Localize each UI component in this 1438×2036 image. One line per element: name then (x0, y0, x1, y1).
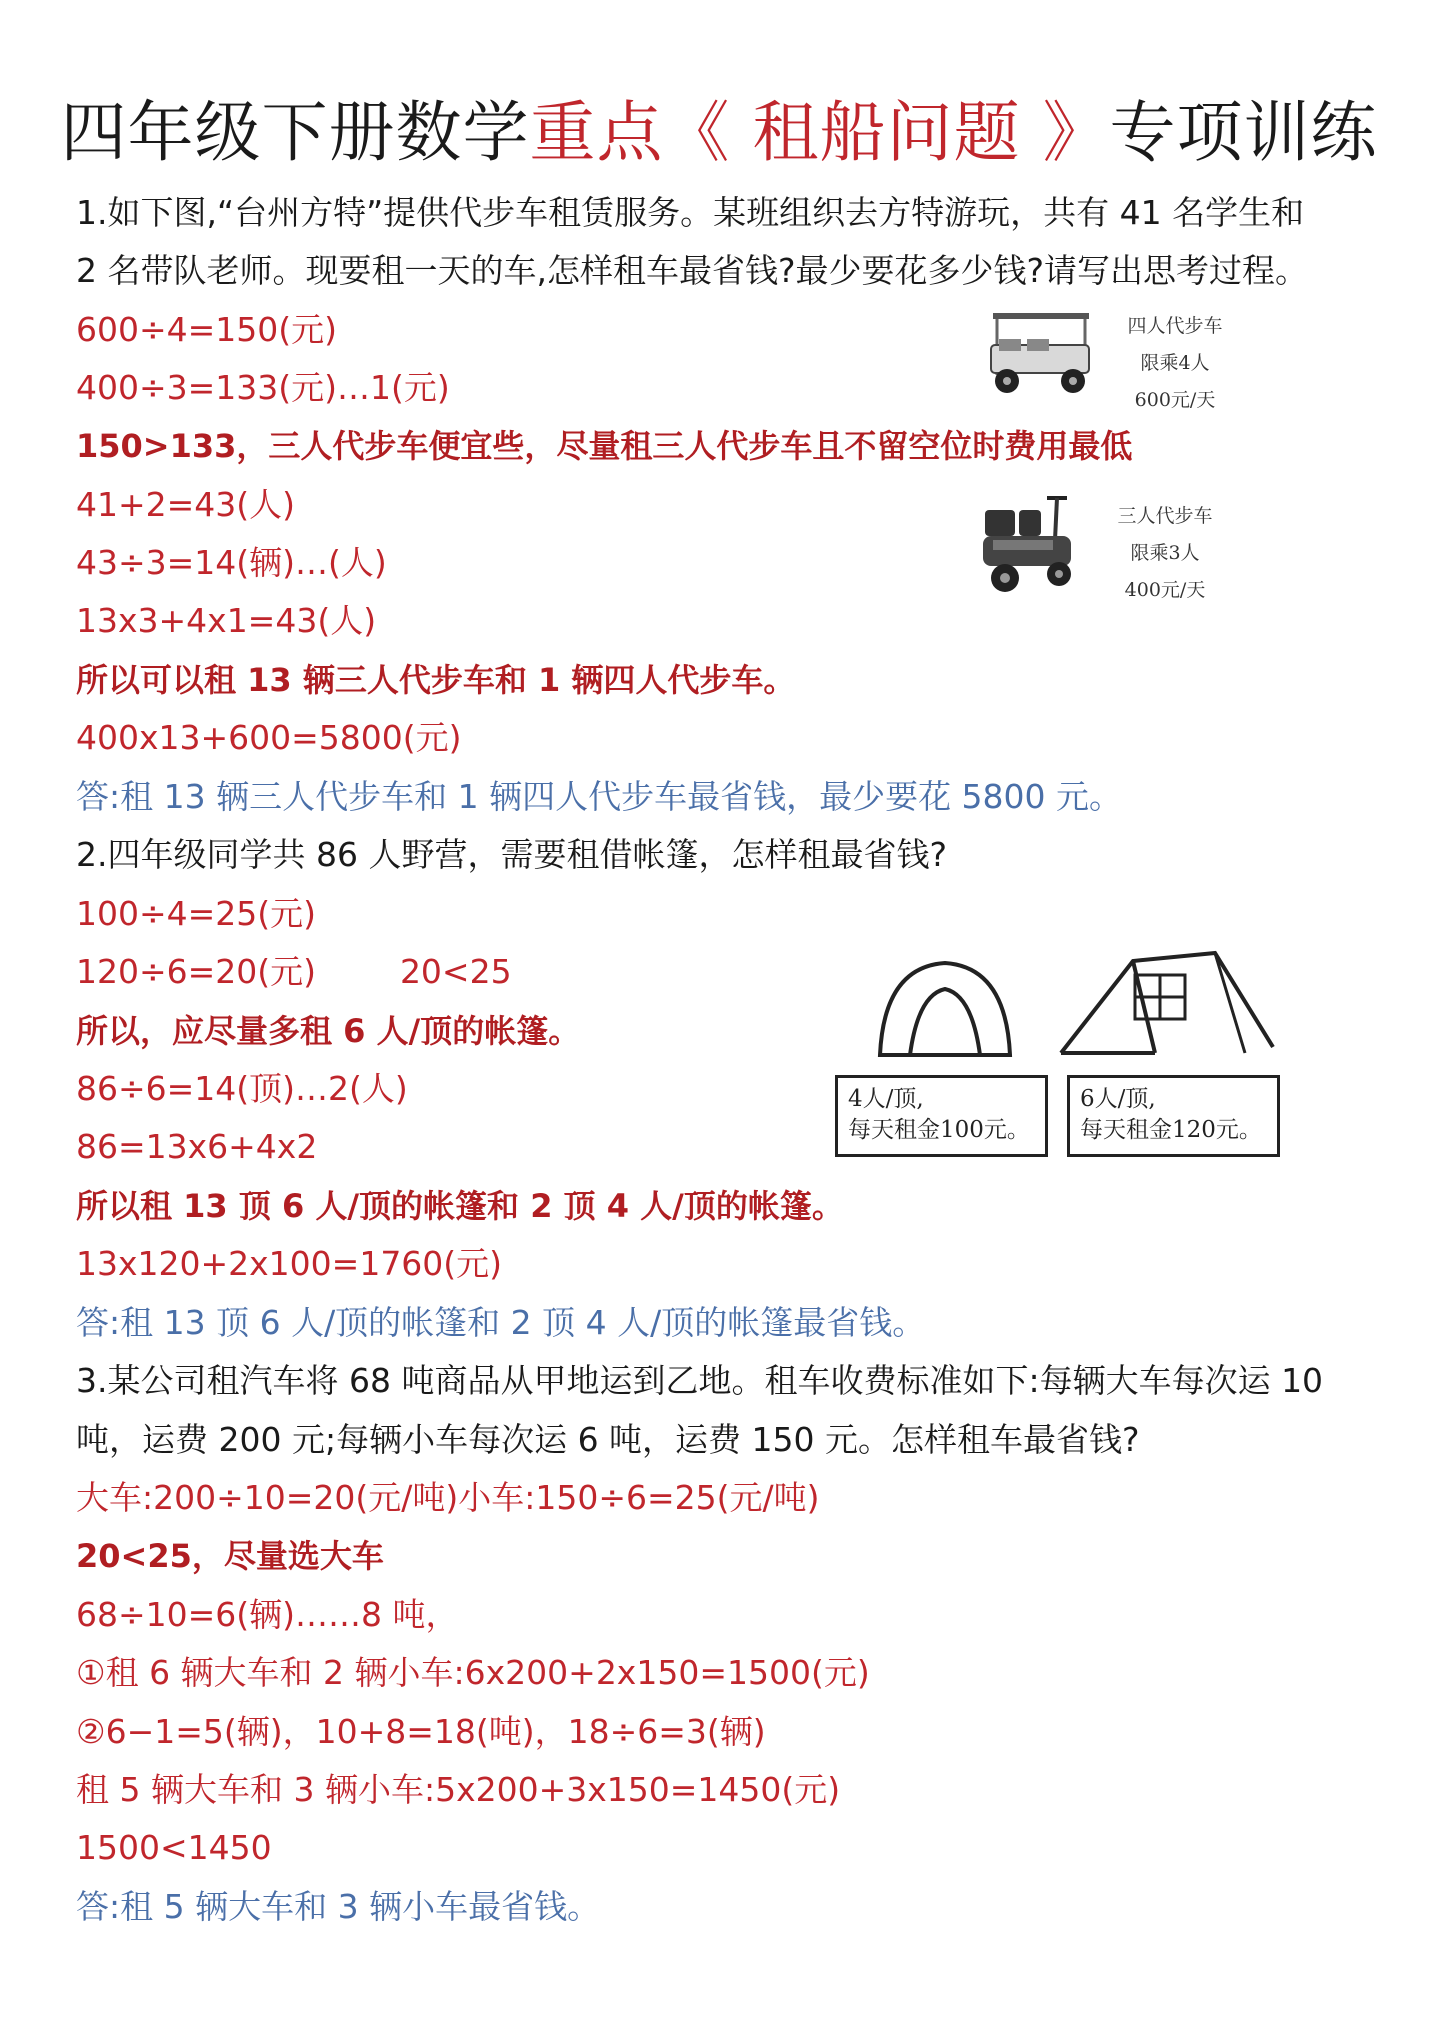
problem-2-answer: 答:租 13 顶 6 人/顶的帐篷和 2 顶 4 人/顶的帐篷最省钱。 (76, 1303, 926, 1342)
page-title (0, 88, 1438, 178)
problem-3-question-line-2: 吨，运费 200 元;每辆小车每次运 6 吨，运费 150 元。怎样租车最省钱? (76, 1420, 1140, 1459)
problem-1-step-7: 所以可以租 13 辆三人代步车和 1 辆四人代步车。 (76, 661, 796, 699)
tent-6-price: 每天租金120元。 (1080, 1117, 1262, 1143)
tent-6-capacity: 6人/顶, (1080, 1086, 1156, 1112)
problem-1-question-line-1: 1.如下图,“台州方特”提供代步车租赁服务。某班组织去方特游玩，共有 41 名学生和 (76, 193, 1305, 232)
problem-3-step-4: ①租 6 辆大车和 2 辆小车:6x200+2x150=1500(元) (76, 1653, 870, 1692)
three-seat-cart-limit: 限乘3人 (1130, 542, 1200, 564)
four-seat-cart-image (985, 305, 1095, 405)
problem-2-step-6: 所以租 13 顶 6 人/顶的帐篷和 2 顶 4 人/顶的帐篷。 (76, 1187, 844, 1225)
problem-1-question-line-2: 2 名带队老师。现要租一天的车,怎样租车最省钱?最少要花多少钱?请写出思考过程。 (76, 251, 1309, 290)
three-seat-cart-caption (1100, 498, 1230, 609)
problem-2-step-7: 13x120+2x100=1760(元) (76, 1244, 503, 1283)
problem-3-answer: 答:租 5 辆大车和 3 辆小车最省钱。 (76, 1887, 601, 1926)
title-part3: 专项训练 (1109, 94, 1378, 171)
three-seat-cart-price: 400元/天 (1124, 579, 1206, 601)
tent-4-price-box (835, 1075, 1048, 1157)
problem-2-step-2: 120÷6=20(元) 20<25 (76, 952, 512, 991)
problem-1-step-2: 400÷3=133(元)…1(元) (76, 368, 450, 407)
title-part2: 重点《 租船问题 》 (529, 94, 1110, 171)
four-seat-cart-limit: 限乘4人 (1140, 352, 1210, 374)
problem-1-step-5: 43÷3=14(辆)…(人) (76, 543, 387, 582)
problem-2-question: 2.四年级同学共 86 人野营，需要租借帐篷，怎样租最省钱? (76, 835, 947, 874)
problem-2-step-5: 86=13x6+4x2 (76, 1127, 318, 1166)
problem-1-step-1: 600÷4=150(元) (76, 310, 338, 349)
tent-4-price: 每天租金100元。 (848, 1117, 1030, 1143)
problem-1-answer: 答:租 13 辆三人代步车和 1 辆四人代步车最省钱，最少要花 5800 元。 (76, 777, 1123, 816)
problem-3-question-line-1: 3.某公司租汽车将 68 吨商品从甲地运到乙地。租车收费标准如下:每辆大车每次运 10 (76, 1361, 1324, 1400)
four-seat-cart-name: 四人代步车 (1127, 315, 1223, 337)
problem-1-step-8: 400x13+600=5800(元) (76, 718, 462, 757)
problem-3-step-5: ②6−1=5(辆)，10+8=18(吨)，18÷6=3(辆) (76, 1712, 766, 1751)
three-seat-cart-image (975, 490, 1085, 605)
problem-3-step-1: 大车:200÷10=20(元/吨)小车:150÷6=25(元/吨) (76, 1478, 820, 1517)
ridge-tent-image (1055, 945, 1285, 1065)
problem-3-step-7: 1500<1450 (76, 1828, 272, 1867)
tent-4-capacity: 4人/顶, (848, 1086, 924, 1112)
problem-1-step-6: 13x3+4x1=43(人) (76, 601, 377, 640)
title-part1: 四年级下册数学 (60, 94, 530, 171)
tent-6-price-box (1067, 1075, 1280, 1157)
problem-1-step-3: 150>133，三人代步车便宜些，尽量租三人代步车且不留空位时费用最低 (76, 427, 1133, 465)
problem-1-step-4: 41+2=43(人) (76, 485, 296, 524)
problem-2-step-4: 86÷6=14(顶)…2(人) (76, 1069, 408, 1108)
problem-2-step-1: 100÷4=25(元) (76, 894, 317, 933)
three-seat-cart-name: 三人代步车 (1117, 505, 1213, 527)
four-seat-cart-price: 600元/天 (1134, 389, 1216, 411)
problem-3-step-6: 租 5 辆大车和 3 辆小车:5x200+3x150=1450(元) (76, 1770, 841, 1809)
four-seat-cart-caption (1110, 308, 1240, 419)
problem-3-step-3: 68÷10=6(辆)……8 吨， (76, 1595, 459, 1634)
dome-tent-image (870, 955, 1020, 1065)
problem-2-step-3: 所以，应尽量多租 6 人/顶的帐篷。 (76, 1012, 581, 1050)
problem-3-step-2: 20<25，尽量选大车 (76, 1537, 384, 1575)
